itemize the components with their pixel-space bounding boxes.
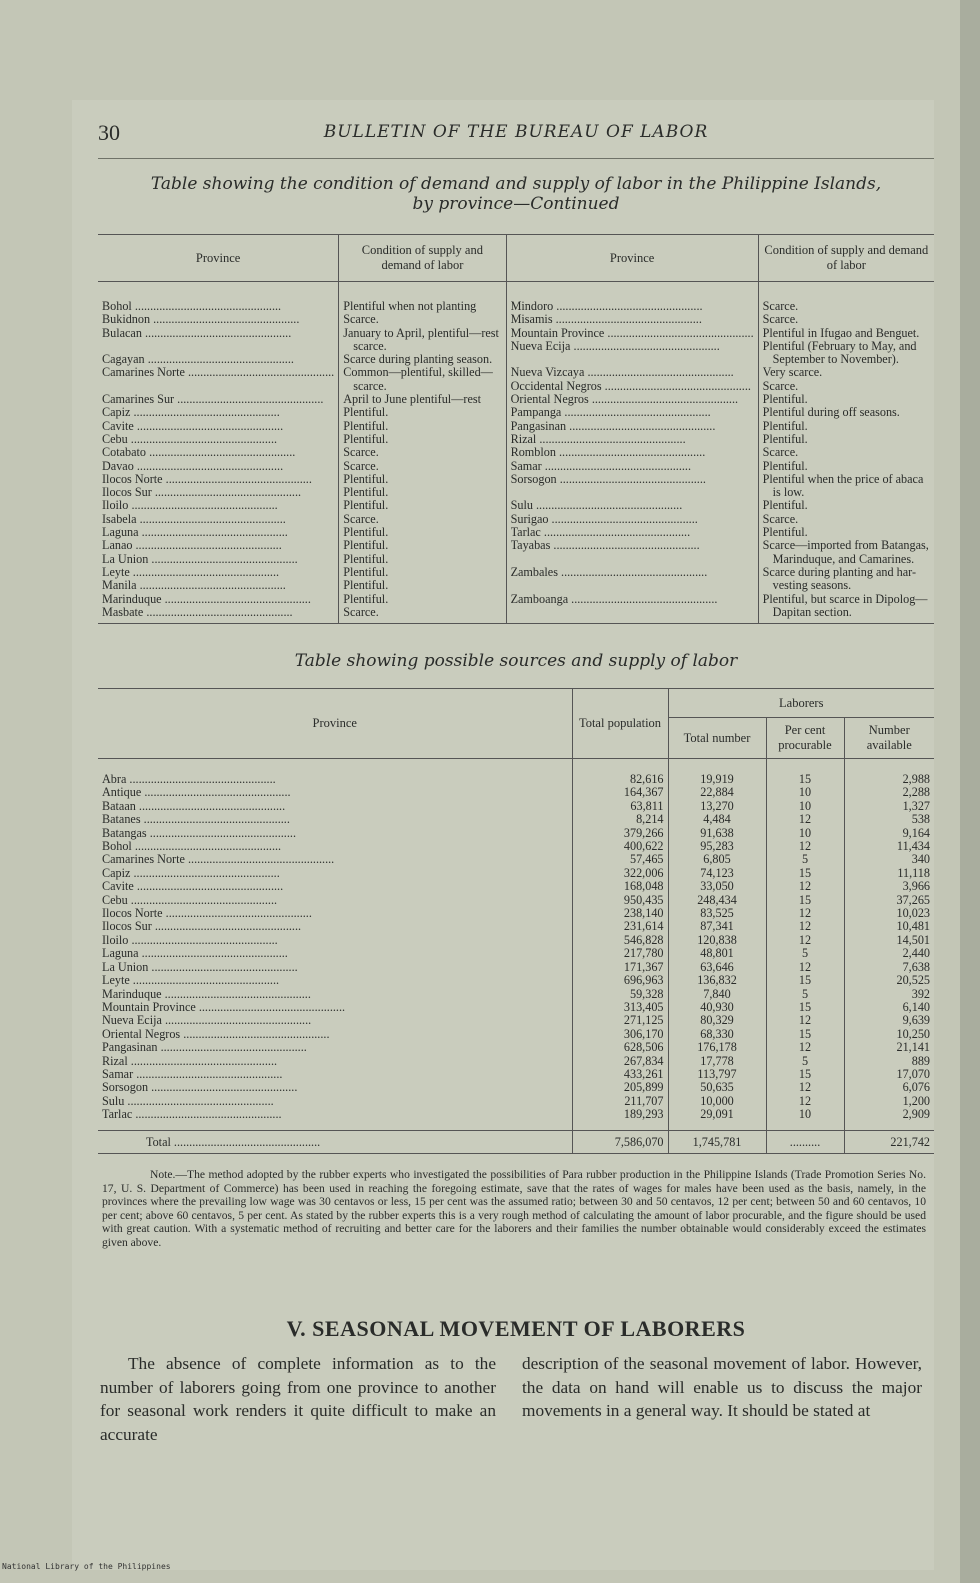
t2-cell-pct: 12 xyxy=(798,1040,812,1055)
t2-cell-avail: 11,434 xyxy=(896,839,930,854)
t1-left-province-column xyxy=(98,282,339,624)
t2-cell-avail: 392 xyxy=(911,986,930,1001)
t1-condition-cell: Scarce. xyxy=(762,379,799,393)
t2-cell-p: Cebu ..... xyxy=(102,894,568,907)
t2-cell-tot: 136,832 xyxy=(697,973,737,988)
running-head: BULLETIN OF THE BUREAU OF LABOR xyxy=(323,122,709,142)
t1-condition-cell: Plentiful. xyxy=(343,432,389,446)
t1-province-cell: Mountain Province ..... xyxy=(511,327,754,340)
t2-cell-pct: 15 xyxy=(798,772,812,786)
t2-cell-pop: 57,465 xyxy=(629,852,664,867)
t2-cell-pop: 379,266 xyxy=(623,825,664,840)
t2-cell-pct: 5 xyxy=(801,852,809,867)
t2-cell-avail: 340 xyxy=(911,852,930,867)
t1-condition-cell: Plentiful during off seasons. xyxy=(762,406,900,420)
t2-cell-pop: 322,006 xyxy=(623,865,664,880)
t2-cell-tot: 48,801 xyxy=(700,946,734,961)
t2-cell-pct: 5 xyxy=(801,986,809,1001)
t2-cell-p: Nueva Ecija ..... xyxy=(102,1014,568,1027)
t2-cell-avail: 1,327 xyxy=(902,798,930,813)
t2-cell-tot: 22,884 xyxy=(700,785,734,800)
t2-cell-tot: 17,778 xyxy=(700,1053,734,1068)
t1-province-cell: Samar ..... xyxy=(511,460,754,473)
table1-caption-line2: by province—Continued xyxy=(412,194,620,214)
t2-cell-pct: 15 xyxy=(798,973,812,988)
t2-cell-pop: 628,506 xyxy=(623,1040,664,1055)
t1-condition-cell: Scarce during planting season. xyxy=(343,353,493,367)
t1-province-spacer xyxy=(102,340,334,353)
t2-cell-pct: 12 xyxy=(798,812,812,827)
t2-cell-p: Ilocos Sur ..... xyxy=(102,920,568,933)
t2-population-column xyxy=(572,759,668,1131)
t2-cell-tot: 248,434 xyxy=(697,892,737,907)
t2-cell-pop: 271,125 xyxy=(623,1013,664,1028)
t1-province-cell: Nueva Ecija ..... xyxy=(511,340,754,353)
t2-cell-pct: 10 xyxy=(798,1107,812,1122)
t2-per-cent-column xyxy=(766,759,844,1131)
t2-cell-pct: 10 xyxy=(798,825,812,840)
t2-cell-p: Iloilo ..... xyxy=(102,934,568,947)
t2-cell-tot: 87,341 xyxy=(700,919,734,934)
t2-cell-pop: 231,614 xyxy=(623,919,664,934)
t1-province-cell: Bulacan ..... xyxy=(102,327,334,340)
t2-cell-p: Antique ..... xyxy=(102,786,568,799)
t2-cell-avail: 37,265 xyxy=(896,892,930,907)
t2-cell-pct: 10 xyxy=(798,785,812,800)
t2-cell-p: Bataan ..... xyxy=(102,800,568,813)
t2-available-column xyxy=(844,759,934,1131)
t2-cell-pct: 10 xyxy=(798,798,812,813)
t2-cell-pop: 267,834 xyxy=(623,1053,664,1068)
t2-cell-pct: 15 xyxy=(798,999,812,1014)
t2-cell-p: Sulu ..... xyxy=(102,1095,568,1108)
t1-condition-cell: Plentiful. xyxy=(343,406,389,420)
t2-cell-pop: 82,616 xyxy=(629,772,664,786)
t2-cell-avail: 2,440 xyxy=(902,946,930,961)
t1-condition-cell: Scarce. xyxy=(343,313,379,327)
section-heading: V. SEASONAL MOVEMENT OF LABORERS xyxy=(286,1316,746,1341)
t1-condition-cell: Very scarce. xyxy=(762,366,823,380)
t1-province-cell: Marinduque ..... xyxy=(102,593,334,606)
t2-cell-p: Pangasinan ..... xyxy=(102,1041,568,1054)
t2-cell-tot: 120,838 xyxy=(697,932,737,947)
t2-cell-p: Tarlac ..... xyxy=(102,1108,568,1121)
t1-condition-cell: Plentiful, but scarce in Dipolog— Dapitan section. xyxy=(762,592,928,619)
t1-province-spacer xyxy=(102,380,334,393)
t2-cell-pct: 12 xyxy=(798,1093,812,1108)
t2-cell-pop: 205,899 xyxy=(623,1080,664,1095)
t1-province-cell: La Union ..... xyxy=(102,553,334,566)
table1-caption xyxy=(98,174,934,214)
t1-province-cell: Mindoro ..... xyxy=(511,300,754,313)
t1-province-cell: Camarines Norte ..... xyxy=(102,366,334,379)
t1-left-condition-column xyxy=(339,282,506,624)
t2-cell-pop: 217,780 xyxy=(623,946,664,961)
t1-province-cell: Pampanga ..... xyxy=(511,406,754,419)
t1-condition-cell: Plentiful. xyxy=(343,499,389,513)
t2-cell-pop: 63,811 xyxy=(630,798,664,813)
t2-cell-tot: 33,050 xyxy=(700,879,734,894)
t2-cell-pct: 12 xyxy=(798,919,812,934)
t1-province-cell: Isabela ..... xyxy=(102,513,334,526)
t2-header-total-population: Total population xyxy=(572,689,668,759)
t2-cell-tot: 13,270 xyxy=(700,798,734,813)
t2-cell-p: Laguna ..... xyxy=(102,947,568,960)
page-edge xyxy=(960,0,980,1583)
t2-cell-avail: 10,481 xyxy=(896,919,930,934)
t2-total-label: Total ..... xyxy=(98,1130,572,1153)
t1-province-cell: Cavite ..... xyxy=(102,420,334,433)
t2-cell-pct: 15 xyxy=(798,1066,812,1081)
t1-province-cell: Davao ..... xyxy=(102,460,334,473)
t1-province-cell: Leyte ..... xyxy=(102,566,334,579)
t1-province-cell: Camarines Sur ..... xyxy=(102,393,334,406)
t2-cell-tot: 6,805 xyxy=(703,852,731,867)
t2-cell-tot: 74,123 xyxy=(700,865,734,880)
t1-condition-cell: Scarce. xyxy=(343,512,379,526)
t1-province-cell: Iloilo ..... xyxy=(102,499,334,512)
t2-cell-tot: 4,484 xyxy=(703,812,731,827)
t2-cell-pop: 950,435 xyxy=(623,892,664,907)
t2-cell-pop: 189,293 xyxy=(623,1107,664,1122)
t1-province-cell: Ilocos Norte ..... xyxy=(102,473,334,486)
table1-caption-line1: Table showing the condition of demand and supply of labor in the Philippine Islands, xyxy=(150,174,882,194)
t2-cell-pop: 8,214 xyxy=(636,812,664,827)
t1-province-cell: Capiz ..... xyxy=(102,406,334,419)
labor-condition-table xyxy=(98,234,934,624)
t1-province-cell: Rizal ..... xyxy=(511,433,754,446)
t2-cell-p: Camarines Norte ..... xyxy=(102,853,568,866)
t1-condition-cell: Plentiful. xyxy=(762,432,808,446)
t1-province-cell: Cebu ..... xyxy=(102,433,334,446)
t2-cell-pct: 5 xyxy=(801,1053,809,1068)
t1-province-cell: Tarlac ..... xyxy=(511,526,754,539)
page-header xyxy=(98,120,934,159)
t2-cell-tot: 91,638 xyxy=(700,825,734,840)
t1-condition-cell: Plentiful in Ifugao and Benguet. xyxy=(762,326,920,340)
t1-condition-cell: Plentiful. xyxy=(343,526,389,540)
t1-right-condition-column xyxy=(758,282,934,624)
t2-cell-avail: 17,070 xyxy=(896,1066,930,1081)
t2-cell-p: Batanes ..... xyxy=(102,813,568,826)
t1-province-cell: Masbate ..... xyxy=(102,606,334,619)
t2-cell-avail: 11,118 xyxy=(897,865,930,880)
t1-right-province-column xyxy=(506,282,758,624)
t2-cell-tot: 19,919 xyxy=(700,772,734,786)
t1-condition-cell: Plentiful. xyxy=(343,552,389,566)
t2-cell-tot: 83,525 xyxy=(700,906,734,921)
t2-cell-avail: 6,076 xyxy=(902,1080,930,1095)
t1-condition-cell: Scarce—imported from Batangas, Marinduque, and Camarines. xyxy=(762,539,929,566)
t1-condition-cell: April to June plentiful—rest xyxy=(343,393,481,407)
labor-supply-table xyxy=(98,688,934,1154)
t2-cell-avail: 2,909 xyxy=(902,1107,930,1122)
t1-province-cell: Manila ..... xyxy=(102,579,334,592)
t2-cell-avail: 2,988 xyxy=(902,772,930,786)
t2-header-total-number: Total number xyxy=(668,718,766,759)
t2-cell-avail: 538 xyxy=(911,812,930,827)
t2-cell-p: Leyte ..... xyxy=(102,974,568,987)
t1-province-cell: Bukidnon ..... xyxy=(102,313,334,326)
t2-cell-avail: 10,023 xyxy=(896,906,930,921)
t2-cell-tot: 80,329 xyxy=(700,1013,734,1028)
t1-condition-cell: Plentiful. xyxy=(762,499,808,513)
t2-cell-pop: 211,707 xyxy=(624,1093,664,1108)
t2-cell-p: Batangas ..... xyxy=(102,827,568,840)
t2-cell-pct: 12 xyxy=(798,1080,812,1095)
t1-province-cell: Bohol ..... xyxy=(102,300,334,313)
t1-condition-cell: Common—plentiful, skilled— scarce. xyxy=(343,366,493,393)
t2-cell-pct: 15 xyxy=(798,1026,812,1041)
t1-province-spacer xyxy=(511,553,754,566)
t2-total-row xyxy=(98,1130,934,1153)
t1-province-cell: Ilocos Sur ..... xyxy=(102,486,334,499)
t1-condition-cell: Scarce. xyxy=(343,446,379,460)
t2-cell-pct: 12 xyxy=(798,879,812,894)
t2-cell-avail: 7,638 xyxy=(902,959,930,974)
t1-condition-cell: Plentiful. xyxy=(343,486,389,500)
t2-cell-p: Samar ..... xyxy=(102,1068,568,1081)
t1-province-spacer xyxy=(511,606,754,619)
t1-province-cell: Laguna ..... xyxy=(102,526,334,539)
section-text-column-2: description of the seasonal movement of labor. However, the data on hand will enable us to discuss the major movements in a general way. It should be stated at xyxy=(522,1354,922,1420)
t2-cell-avail: 2,288 xyxy=(902,785,930,800)
footer-credit: National Library of the Philippines xyxy=(2,1562,171,1571)
t1-condition-cell: Plentiful. xyxy=(762,526,808,540)
t1-condition-cell: January to April, plentiful—rest scarce. xyxy=(343,326,499,353)
t2-cell-pop: 313,405 xyxy=(623,999,664,1014)
t1-condition-cell: Plentiful when the price of abaca is low. xyxy=(762,472,924,500)
t1-province-cell: Tayabas ..... xyxy=(511,539,754,552)
t2-cell-avail: 6,140 xyxy=(902,999,930,1014)
t2-cell-p: La Union ..... xyxy=(102,961,568,974)
t2-cell-pct: 12 xyxy=(798,959,812,974)
t2-cell-tot: 113,797 xyxy=(697,1066,737,1081)
t1-condition-cell: Plentiful. xyxy=(343,579,389,593)
t1-province-cell: Romblon ..... xyxy=(511,446,754,459)
t2-cell-avail: 9,164 xyxy=(902,825,930,840)
t1-province-cell: Misamis ..... xyxy=(511,313,754,326)
t2-cell-pop: 164,367 xyxy=(623,785,664,800)
t1-condition-cell: Plentiful (February to May, and September to November). xyxy=(762,339,917,367)
t2-cell-avail: 1,200 xyxy=(902,1093,930,1108)
t1-condition-cell: Scarce. xyxy=(343,605,379,619)
t1-condition-cell: Plentiful. xyxy=(762,393,808,407)
t2-cell-p: Cavite ..... xyxy=(102,880,568,893)
t2-cell-avail: 21,141 xyxy=(896,1040,930,1055)
t1-province-cell: Sulu ..... xyxy=(511,499,754,512)
t2-cell-p: Sorsogon ..... xyxy=(102,1081,568,1094)
t2-cell-pop: 306,170 xyxy=(623,1026,664,1041)
t1-condition-cell: Scarce. xyxy=(343,459,379,473)
t1-province-cell: Oriental Negros ..... xyxy=(511,393,754,406)
t1-province-cell: Occidental Negros ..... xyxy=(511,380,754,393)
t1-condition-cell: Plentiful. xyxy=(762,459,808,473)
t2-cell-tot: 40,930 xyxy=(700,999,734,1014)
t2-cell-pop: 400,622 xyxy=(623,839,664,854)
t2-total-number-column xyxy=(668,759,766,1131)
t1-province-spacer xyxy=(511,579,754,592)
t2-cell-pct: 12 xyxy=(798,932,812,947)
t2-cell-p: Bohol ..... xyxy=(102,840,568,853)
t1-header-province-right: Province xyxy=(506,235,758,282)
table2-caption: Table showing possible sources and supply of labor xyxy=(294,651,738,671)
t2-cell-pct: 15 xyxy=(798,865,812,880)
t1-condition-cell: Scarce during planting and har- vesting seasons. xyxy=(762,565,917,593)
t2-cell-avail: 3,966 xyxy=(902,879,930,894)
t1-condition-cell: Plentiful. xyxy=(343,472,389,486)
t2-cell-avail: 9,639 xyxy=(902,1013,930,1028)
t2-header-number-available: Number available xyxy=(844,718,934,759)
t1-header-condition-left: Condition of supply and demand of labor xyxy=(339,235,506,282)
t2-total-per-cent: .......... xyxy=(766,1130,844,1153)
t1-province-cell: Surigao ..... xyxy=(511,513,754,526)
t2-cell-pct: 12 xyxy=(798,906,812,921)
t2-cell-pop: 546,828 xyxy=(623,932,664,947)
t2-cell-tot: 63,646 xyxy=(700,959,734,974)
t2-cell-p: Abra ..... xyxy=(102,773,568,786)
t2-cell-p: Oriental Negros ..... xyxy=(102,1028,568,1041)
t2-cell-p: Capiz ..... xyxy=(102,867,568,880)
t2-province-column xyxy=(98,759,572,1131)
t1-province-spacer xyxy=(511,486,754,499)
t2-cell-tot: 7,840 xyxy=(703,986,731,1001)
t2-header-per-cent: Per cent procurable xyxy=(766,718,844,759)
t2-cell-avail: 14,501 xyxy=(896,932,930,947)
t2-cell-pop: 168,048 xyxy=(623,879,664,894)
t2-cell-p: Rizal ..... xyxy=(102,1055,568,1068)
t2-total-available: 221,742 xyxy=(844,1130,934,1153)
t2-cell-pop: 238,140 xyxy=(623,906,664,921)
t1-province-cell: Pangasinan ..... xyxy=(511,420,754,433)
t1-header-condition-right: Condition of supply and demand of labor xyxy=(758,235,934,282)
t1-province-cell: Zambales ..... xyxy=(511,566,754,579)
t2-cell-tot: 68,330 xyxy=(700,1026,734,1041)
section-text-column-1: The absence of complete information as to the number of laborers going from one province to another for seasonal work renders it quite difficult to make an accurate xyxy=(100,1354,496,1444)
t2-cell-avail: 20,525 xyxy=(896,973,930,988)
t2-cell-p: Mountain Province ..... xyxy=(102,1001,568,1014)
t1-condition-cell: Scarce. xyxy=(762,512,799,526)
t2-cell-pop: 433,261 xyxy=(623,1066,664,1081)
t1-province-cell: Nueva Vizcaya ..... xyxy=(511,366,754,379)
t1-condition-cell: Plentiful. xyxy=(343,565,389,579)
t1-condition-cell: Scarce. xyxy=(762,446,799,460)
t1-province-spacer xyxy=(511,353,754,366)
t1-province-cell: Cotabato ..... xyxy=(102,446,334,459)
t1-province-cell: Sorsogon ..... xyxy=(511,473,754,486)
t1-condition-cell: Scarce. xyxy=(762,313,799,327)
t2-cell-tot: 50,635 xyxy=(700,1080,734,1095)
t2-cell-avail: 889 xyxy=(911,1053,930,1068)
t2-total-number: 1,745,781 xyxy=(668,1130,766,1153)
t1-condition-cell: Scarce. xyxy=(762,300,799,313)
t2-cell-pct: 5 xyxy=(801,946,809,961)
t2-cell-tot: 176,178 xyxy=(697,1040,737,1055)
t1-condition-cell: Plentiful. xyxy=(343,539,389,553)
t1-condition-cell: Plentiful. xyxy=(343,419,389,433)
t2-cell-pct: 15 xyxy=(798,892,812,907)
t2-cell-pct: 12 xyxy=(798,839,812,854)
t2-header-laborers: Laborers xyxy=(668,689,934,718)
page-number: 30 xyxy=(98,120,120,145)
t1-condition-cell: Plentiful. xyxy=(762,419,808,433)
t2-cell-tot: 95,283 xyxy=(700,839,734,854)
t1-province-cell: Cagayan ..... xyxy=(102,353,334,366)
t2-header-province: Province xyxy=(98,689,572,759)
t2-total-population: 7,586,070 xyxy=(572,1130,668,1153)
t1-province-cell: Zamboanga ..... xyxy=(511,593,754,606)
t2-cell-tot: 10,000 xyxy=(700,1093,734,1108)
t2-cell-pct: 12 xyxy=(798,1013,812,1028)
table-note: Note.—The method adopted by the rubber experts who investigated the possibilities of Para rubber production in the Philippine Islands (Trade Promotion Series No. 17, U. S. Department of Commerce) has been used in reaching the foregoing estimate, save that the rates of wages for males have been used as the basis, namely, in the provinces where the prevailing low wage was 30 centavos or less, 15 per cent was the assumed ratio; between 30 and 50 centavos, 12 per cent; between 50 and 60 centavos, 10 per cent; above 60 centavos, 5 per cent. As stated by the rubber experts this is a very rough method of calculating the amount of labor procurable, and the figure should be used with great caution. With a systematic method of recruiting and better care for the laborers and their families the number obtainable would considerably exceed the estimates given above. xyxy=(102,1168,926,1249)
t1-condition-cell: Plentiful when not planting xyxy=(343,300,477,313)
t2-cell-p: Ilocos Norte ..... xyxy=(102,907,568,920)
t2-cell-p: Marinduque ..... xyxy=(102,988,568,1001)
t2-cell-pop: 59,328 xyxy=(629,986,664,1001)
t2-cell-pop: 171,367 xyxy=(623,959,664,974)
t1-province-cell: Lanao ..... xyxy=(102,539,334,552)
t2-cell-tot: 29,091 xyxy=(700,1107,734,1122)
t2-cell-pop: 696,963 xyxy=(623,973,664,988)
t1-condition-cell: Plentiful. xyxy=(343,592,389,606)
t1-header-province-left: Province xyxy=(98,235,339,282)
t2-cell-avail: 10,250 xyxy=(896,1026,930,1041)
